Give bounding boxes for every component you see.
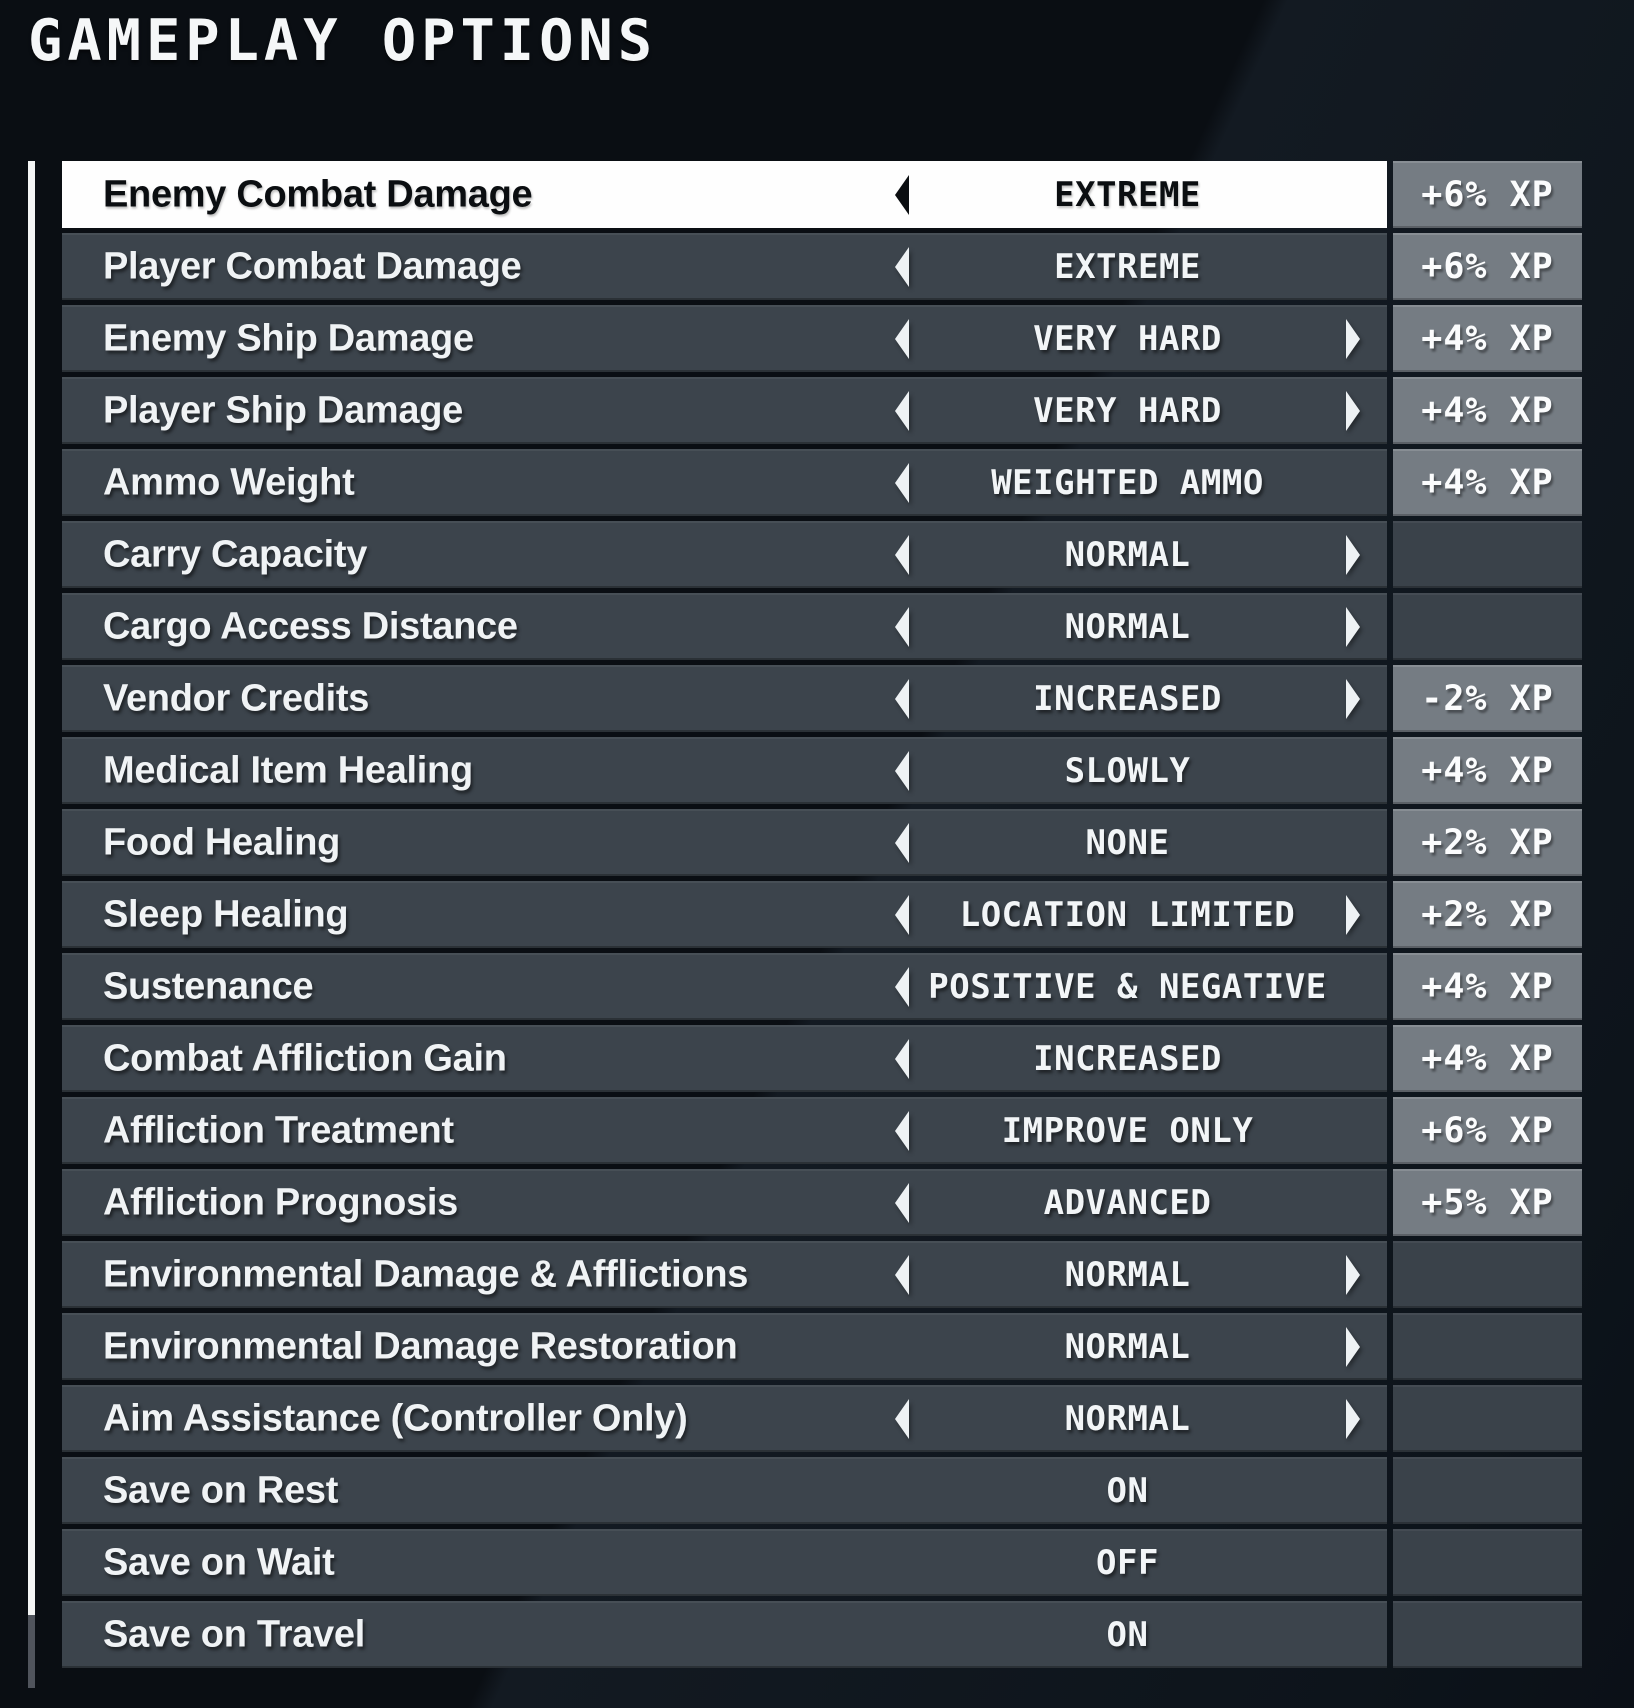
- decrease-arrow-icon[interactable]: [895, 1399, 909, 1439]
- option-label: Save on Rest: [103, 1469, 339, 1511]
- option-value: EXTREME: [1054, 246, 1201, 287]
- increase-arrow-icon[interactable]: [1346, 895, 1360, 935]
- option-value: OFF: [1096, 1542, 1159, 1583]
- option-label: Player Combat Damage: [103, 245, 522, 287]
- xp-badge: +5% XP: [1393, 1169, 1582, 1236]
- option-label: Save on Travel: [103, 1613, 365, 1655]
- option-value: VERY HARD: [1033, 318, 1222, 359]
- option-row-main[interactable]: [62, 305, 1387, 372]
- decrease-arrow-icon[interactable]: [895, 463, 909, 503]
- option-value: NORMAL: [1064, 606, 1191, 647]
- option-row[interactable]: [62, 161, 1582, 228]
- option-label: Food Healing: [103, 821, 341, 863]
- option-row-main[interactable]: [62, 665, 1387, 732]
- xp-badge: +6% XP: [1393, 161, 1582, 228]
- option-label: Environmental Damage & Afflictions: [103, 1253, 749, 1295]
- value-selector: [895, 1025, 1360, 1092]
- decrease-arrow-icon[interactable]: [895, 607, 909, 647]
- option-label: Vendor Credits: [103, 677, 370, 719]
- xp-badge: +2% XP: [1393, 809, 1582, 876]
- value-selector: [895, 305, 1360, 372]
- value-selector: [895, 1529, 1360, 1596]
- xp-badge: [1393, 1385, 1582, 1452]
- xp-badge: [1393, 1313, 1582, 1380]
- option-label: Combat Affliction Gain: [103, 1037, 507, 1079]
- option-value: POSITIVE & NEGATIVE: [928, 966, 1327, 1007]
- option-label: Carry Capacity: [103, 533, 368, 575]
- option-row-main[interactable]: [62, 737, 1387, 804]
- increase-arrow-icon[interactable]: [1346, 535, 1360, 575]
- value-selector: [895, 1601, 1360, 1668]
- option-row-main[interactable]: [62, 161, 1387, 228]
- option-value: NORMAL: [1064, 1398, 1191, 1439]
- option-label: Enemy Combat Damage: [103, 173, 533, 215]
- option-row[interactable]: [62, 953, 1582, 1020]
- option-row[interactable]: [62, 1241, 1582, 1308]
- option-label: Affliction Prognosis: [103, 1181, 459, 1223]
- option-label: Save on Wait: [103, 1541, 335, 1583]
- option-value: INCREASED: [1033, 678, 1222, 719]
- decrease-arrow-icon[interactable]: [895, 967, 909, 1007]
- option-value: ON: [1106, 1470, 1149, 1511]
- option-row[interactable]: [62, 1529, 1582, 1596]
- option-row-main[interactable]: [62, 593, 1387, 660]
- xp-badge: [1393, 521, 1582, 588]
- decrease-arrow-icon[interactable]: [895, 1039, 909, 1079]
- option-row[interactable]: [62, 1169, 1582, 1236]
- option-row[interactable]: [62, 377, 1582, 444]
- xp-badge: +6% XP: [1393, 1097, 1582, 1164]
- option-value: SLOWLY: [1064, 750, 1191, 791]
- increase-arrow-icon[interactable]: [1346, 1255, 1360, 1295]
- option-label: Environmental Damage Restoration: [103, 1325, 738, 1367]
- option-row[interactable]: [62, 1025, 1582, 1092]
- value-selector: [895, 1313, 1360, 1380]
- option-value: ON: [1106, 1614, 1149, 1655]
- option-value: IMPROVE ONLY: [1001, 1110, 1254, 1151]
- option-row-main[interactable]: [62, 1457, 1387, 1524]
- scrollbar-thumb[interactable]: [28, 161, 35, 1615]
- decrease-arrow-icon[interactable]: [895, 895, 909, 935]
- increase-arrow-icon[interactable]: [1346, 1327, 1360, 1367]
- xp-badge: +6% XP: [1393, 233, 1582, 300]
- xp-badge: +4% XP: [1393, 449, 1582, 516]
- increase-arrow-icon[interactable]: [1346, 391, 1360, 431]
- xp-badge: [1393, 1457, 1582, 1524]
- page-title: GAMEPLAY OPTIONS: [28, 8, 658, 74]
- option-value: ADVANCED: [1043, 1182, 1212, 1223]
- option-label: Cargo Access Distance: [103, 605, 518, 647]
- option-row-main[interactable]: [62, 1385, 1387, 1452]
- option-row-main[interactable]: [62, 233, 1387, 300]
- scrollbar[interactable]: [28, 161, 35, 1688]
- value-selector: [895, 1097, 1360, 1164]
- xp-badge: +4% XP: [1393, 377, 1582, 444]
- option-label: Sleep Healing: [103, 893, 349, 935]
- value-selector: [895, 233, 1360, 300]
- value-selector: [895, 881, 1360, 948]
- option-value: NORMAL: [1064, 1326, 1191, 1367]
- value-selector: [895, 1169, 1360, 1236]
- decrease-arrow-icon[interactable]: [895, 175, 909, 215]
- decrease-arrow-icon[interactable]: [895, 1255, 909, 1295]
- xp-badge: +2% XP: [1393, 881, 1582, 948]
- xp-badge: +4% XP: [1393, 737, 1582, 804]
- option-row[interactable]: [62, 305, 1582, 372]
- option-row[interactable]: [62, 1313, 1582, 1380]
- xp-badge: [1393, 1241, 1582, 1308]
- option-row[interactable]: [62, 1457, 1582, 1524]
- option-value: VERY HARD: [1033, 390, 1222, 431]
- xp-badge: +4% XP: [1393, 305, 1582, 372]
- option-label: Medical Item Healing: [103, 749, 473, 791]
- option-row-main[interactable]: [62, 809, 1387, 876]
- xp-badge: -2% XP: [1393, 665, 1582, 732]
- option-label: Player Ship Damage: [103, 389, 463, 431]
- option-row[interactable]: [62, 1097, 1582, 1164]
- value-selector: [895, 1385, 1360, 1452]
- option-row-main[interactable]: [62, 1601, 1387, 1668]
- decrease-arrow-icon[interactable]: [895, 391, 909, 431]
- value-selector: [895, 1457, 1360, 1524]
- option-label: Affliction Treatment: [103, 1109, 454, 1151]
- value-selector: [895, 665, 1360, 732]
- option-row-main[interactable]: [62, 1097, 1387, 1164]
- option-label: Enemy Ship Damage: [103, 317, 474, 359]
- option-row-main[interactable]: [62, 377, 1387, 444]
- option-row[interactable]: [62, 449, 1582, 516]
- option-value: EXTREME: [1054, 174, 1201, 215]
- value-selector: [895, 737, 1360, 804]
- option-value: LOCATION LIMITED: [959, 894, 1296, 935]
- decrease-arrow-icon[interactable]: [895, 679, 909, 719]
- option-row[interactable]: [62, 521, 1582, 588]
- option-row[interactable]: [62, 1601, 1582, 1668]
- option-row[interactable]: [62, 737, 1582, 804]
- increase-arrow-icon[interactable]: [1346, 679, 1360, 719]
- option-row-main[interactable]: [62, 449, 1387, 516]
- option-value: NORMAL: [1064, 534, 1191, 575]
- value-selector: [895, 377, 1360, 444]
- value-selector: [895, 593, 1360, 660]
- xp-badge: [1393, 1601, 1582, 1668]
- decrease-arrow-icon[interactable]: [895, 535, 909, 575]
- xp-badge: [1393, 593, 1582, 660]
- increase-arrow-icon[interactable]: [1346, 1399, 1360, 1439]
- option-label: Ammo Weight: [103, 461, 355, 503]
- option-row-main[interactable]: [62, 881, 1387, 948]
- decrease-arrow-icon[interactable]: [895, 751, 909, 791]
- scrollbar-track[interactable]: [28, 1615, 35, 1688]
- value-selector: [895, 161, 1360, 228]
- option-label: Sustenance: [103, 965, 314, 1007]
- decrease-arrow-icon[interactable]: [895, 1183, 909, 1223]
- option-value: WEIGHTED AMMO: [991, 462, 1264, 503]
- xp-badge: [1393, 1529, 1582, 1596]
- increase-arrow-icon[interactable]: [1346, 319, 1360, 359]
- options-list: [62, 161, 1582, 1673]
- option-value: NORMAL: [1064, 1254, 1191, 1295]
- option-row[interactable]: [62, 1385, 1582, 1452]
- value-selector: [895, 449, 1360, 516]
- value-selector: [895, 953, 1360, 1020]
- option-row-main[interactable]: [62, 1025, 1387, 1092]
- option-label: Aim Assistance (Controller Only): [103, 1397, 688, 1439]
- option-row-main[interactable]: [62, 521, 1387, 588]
- option-row-main[interactable]: [62, 1313, 1387, 1380]
- xp-badge: +4% XP: [1393, 953, 1582, 1020]
- option-row[interactable]: [62, 881, 1582, 948]
- value-selector: [895, 1241, 1360, 1308]
- option-row[interactable]: [62, 809, 1582, 876]
- decrease-arrow-icon[interactable]: [895, 823, 909, 863]
- option-value: NONE: [1085, 822, 1170, 863]
- option-row[interactable]: [62, 593, 1582, 660]
- decrease-arrow-icon[interactable]: [895, 1111, 909, 1151]
- decrease-arrow-icon[interactable]: [895, 319, 909, 359]
- option-row-main[interactable]: [62, 1241, 1387, 1308]
- value-selector: [895, 521, 1360, 588]
- option-row-main[interactable]: [62, 1169, 1387, 1236]
- option-row[interactable]: [62, 233, 1582, 300]
- decrease-arrow-icon[interactable]: [895, 247, 909, 287]
- value-selector: [895, 809, 1360, 876]
- option-row[interactable]: [62, 665, 1582, 732]
- increase-arrow-icon[interactable]: [1346, 607, 1360, 647]
- option-row-main[interactable]: [62, 953, 1387, 1020]
- option-row-main[interactable]: [62, 1529, 1387, 1596]
- xp-badge: +4% XP: [1393, 1025, 1582, 1092]
- option-value: INCREASED: [1033, 1038, 1222, 1079]
